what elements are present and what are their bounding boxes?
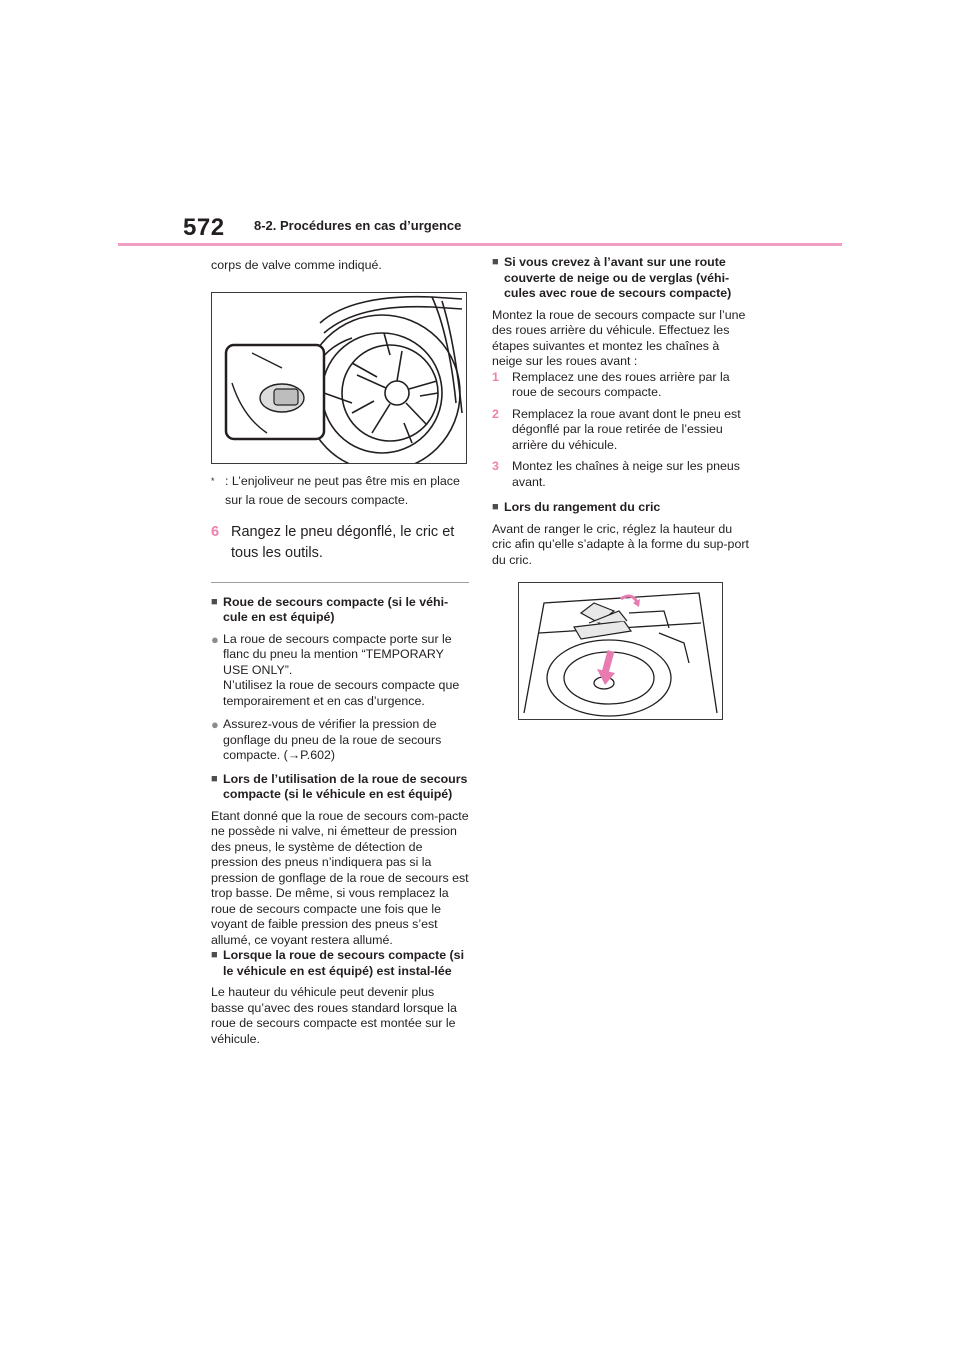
numbered-step: 1 Remplacez une des roues arrière par la roue de secours compacte. <box>492 369 730 399</box>
heading-front-flat: ■ Si vous crevez à l’avant sur une route couverte de neige ou de verglas (véhi-cules avec roue de secours compacte) <box>492 255 732 300</box>
heading-using-spare: ■ Lors de l’utilisation de la roue de secours compacte (si le véhicule en est équipé) <box>211 771 468 801</box>
square-bullet-icon: ■ <box>211 595 218 608</box>
footnote-mark: * <box>211 475 215 486</box>
paragraph: Le hauteur du véhicule peut devenir plus basse qu’avec des roues standard lorsque la roue de secours compacte est montée sur le véhicule. <box>211 985 457 1046</box>
paragraph: Avant de ranger le cric, réglez la hauteur du cric afin qu’elle s’adapte à la forme du sup-port du cric. <box>492 521 749 567</box>
header-rule <box>118 243 842 246</box>
footnote <box>211 472 469 510</box>
numbered-step: 2 Remplacez la roue avant dont le pneu est dégonflé par la roue retirée de l’essieu arrière du véhicule. <box>492 406 741 452</box>
jack-storage-illustration <box>519 583 722 719</box>
intro-text: corps de valve comme indiqué. <box>211 258 382 272</box>
jack-storage-figure <box>518 582 723 720</box>
list-item: ● Assurez-vous de vérifier la pression de gonflage du pneu de la roue de secours compacte. (→P.602) <box>211 717 442 762</box>
heading-jack-storage: ■ Lors du rangement du cric <box>492 500 661 514</box>
numbered-step: 3 Montez les chaînes à neige sur les pneus avant. <box>492 459 740 489</box>
step-6 <box>211 522 469 564</box>
circle-bullet-icon: ● <box>211 717 219 732</box>
section-title: 8-2. Procédures en cas d’urgence <box>254 218 462 233</box>
circle-bullet-icon: ● <box>211 631 219 647</box>
heading-compact-spare: ■ Roue de secours compacte (si le véhi-cule en est équipé) <box>211 594 449 624</box>
left-column <box>211 258 469 1047</box>
step-text: Rangez le pneu dégonflé, le cric et tous les outils. <box>231 523 455 561</box>
step-number: 6 <box>211 523 220 540</box>
square-bullet-icon: ■ <box>492 256 499 268</box>
square-bullet-icon: ■ <box>211 949 218 961</box>
section-divider <box>211 582 469 583</box>
footnote-text: : L’enjoliveur ne peut pas être mis en place sur la roue de secours compacte. <box>225 473 460 507</box>
tire-valve-illustration <box>212 293 466 463</box>
page-number: 572 <box>183 214 225 241</box>
list-item: ● La roue de secours compacte porte sur le flanc du pneu la mention “TEMPORARY USE ONLY”. N’utilisez la roue de secours compacte que temporairement et en cas d’urgence. <box>211 631 460 708</box>
square-bullet-icon: ■ <box>492 501 499 513</box>
paragraph: Etant donné que la roue de secours com-pacte ne possède ni valve, ni émetteur de pression des pneus, le système de détection de pression des pneus n’indiquera pas si la pression de gonflage de la roue de secours est trop basse. De même, si vous remplacez la roue de secours compacte une fois que le voyant de faible pression des pneus s’est allumé, ce voyant restera allumé. <box>211 808 469 947</box>
paragraph: Montez la roue de secours compacte sur l’une des roues arrière du véhicule. Effectuez les étapes suivantes et montez les chaînes à neige sur les roues avant : <box>492 307 746 368</box>
right-column <box>492 255 752 720</box>
square-bullet-icon: ■ <box>211 772 218 785</box>
tire-valve-figure <box>211 292 467 464</box>
heading-spare-installed: ■ Lorsque la roue de secours compacte (si le véhicule en est équipé) est instal-lée <box>211 948 465 978</box>
